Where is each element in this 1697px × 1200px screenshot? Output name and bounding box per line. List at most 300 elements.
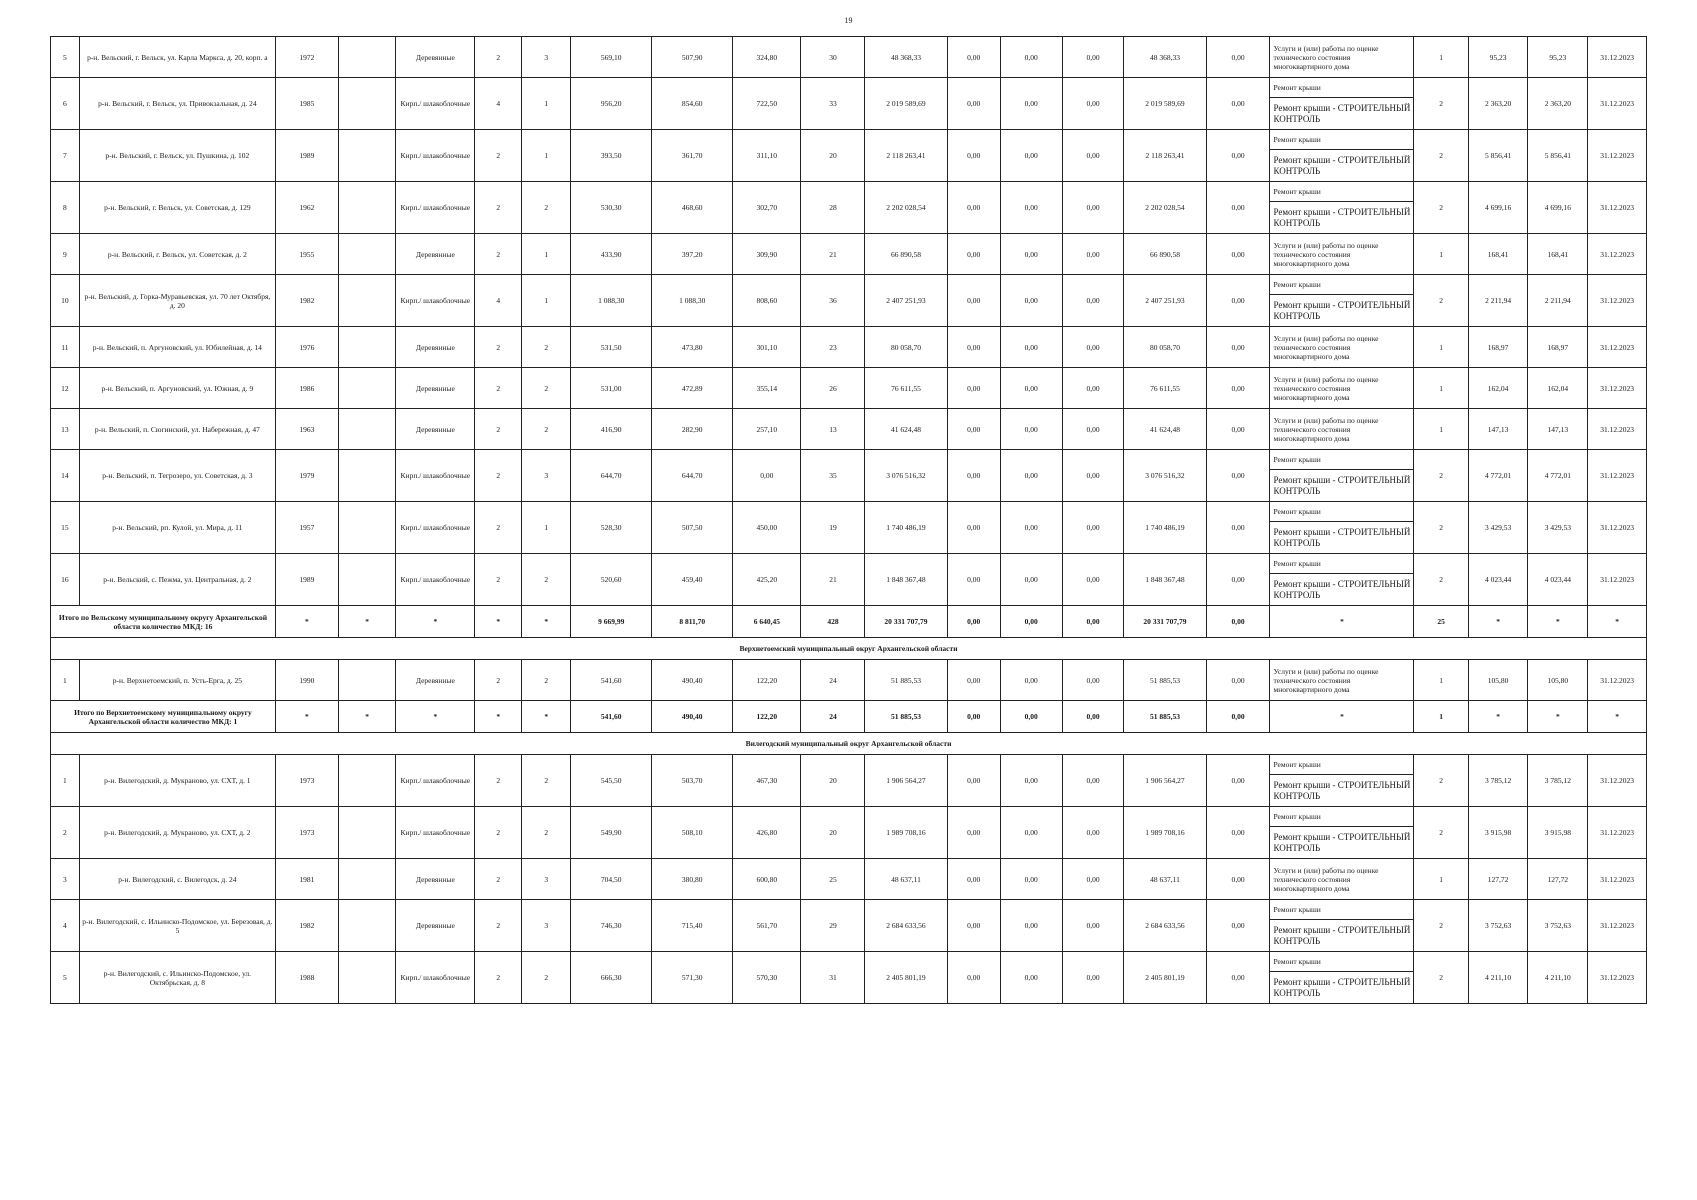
cell-year: 1972 xyxy=(275,37,338,78)
cell-f4: 0,00 xyxy=(1206,37,1270,78)
cell-a3: 561,70 xyxy=(733,900,801,952)
cell-f2: 0,00 xyxy=(1000,130,1062,182)
cell-own: 2 118 263,41 xyxy=(1124,130,1206,182)
cell-a2: 854,60 xyxy=(652,78,733,130)
cell-f3: 0,00 xyxy=(1062,755,1124,807)
cell-total: 2 019 589,69 xyxy=(865,78,947,130)
cell-own: 2 407 251,93 xyxy=(1124,275,1206,327)
cell-f3: 0,00 xyxy=(1062,859,1124,900)
cell-f2: 0,00 xyxy=(1000,755,1062,807)
cell-p1: 168,97 xyxy=(1468,327,1528,368)
cell-p1: 3 752,63 xyxy=(1468,900,1528,952)
cell-total: 51 885,53 xyxy=(865,660,947,701)
cell-own: 51 885,53 xyxy=(1124,660,1206,701)
cell-entr: 3 xyxy=(522,37,571,78)
address-cell: р-н. Вилегодский, д. Мукраново, ул. СХТ, д. 2 xyxy=(79,807,275,859)
total-p2: * xyxy=(1528,701,1588,733)
total-floors: * xyxy=(475,701,522,733)
work-type-cell: Услуги и (или) работы по оценке технического состояния многоквартирного дома xyxy=(1270,327,1414,368)
cell-total: 76 611,55 xyxy=(865,368,947,409)
work-type-cell: Ремонт крыши - СТРОИТЕЛЬНЫЙ КОНТРОЛЬ xyxy=(1270,775,1414,807)
cell-c3 xyxy=(338,900,396,952)
row-number: 10 xyxy=(51,275,80,327)
cell-entr: 2 xyxy=(522,755,571,807)
cell-f1: 0,00 xyxy=(947,78,1000,130)
cell-people: 20 xyxy=(801,755,865,807)
work-type-cell: Услуги и (или) работы по оценке технического состояния многоквартирного дома xyxy=(1270,37,1414,78)
cell-f1: 0,00 xyxy=(947,952,1000,1004)
cell-c3 xyxy=(338,234,396,275)
cell-p1: 95,23 xyxy=(1468,37,1528,78)
cell-wall: Кирп./ шлакоблочные xyxy=(396,952,475,1004)
cell-a3: 570,30 xyxy=(733,952,801,1004)
cell-people: 13 xyxy=(801,409,865,450)
cell-p2: 3 752,63 xyxy=(1528,900,1588,952)
cell-people: 31 xyxy=(801,952,865,1004)
cell-p1: 162,04 xyxy=(1468,368,1528,409)
cell-f1: 0,00 xyxy=(947,755,1000,807)
cell-c3 xyxy=(338,554,396,606)
row-number: 3 xyxy=(51,859,80,900)
cell-f3: 0,00 xyxy=(1062,182,1124,234)
work-type-cell: Ремонт крыши xyxy=(1270,952,1414,972)
cell-count: 2 xyxy=(1414,275,1468,327)
section-header-row xyxy=(51,733,1647,755)
cell-p1: 3 429,53 xyxy=(1468,502,1528,554)
cell-a2: 459,40 xyxy=(652,554,733,606)
table-row xyxy=(51,37,1647,78)
cell-f1: 0,00 xyxy=(947,450,1000,502)
cell-p1: 3 785,12 xyxy=(1468,755,1528,807)
cell-own: 76 611,55 xyxy=(1124,368,1206,409)
cell-people: 25 xyxy=(801,859,865,900)
cell-entr: 2 xyxy=(522,409,571,450)
cell-p2: 168,97 xyxy=(1528,327,1588,368)
cell-p1: 127,72 xyxy=(1468,859,1528,900)
cell-f2: 0,00 xyxy=(1000,368,1062,409)
cell-people: 19 xyxy=(801,502,865,554)
cell-entr: 3 xyxy=(522,450,571,502)
cell-floors: 2 xyxy=(475,130,522,182)
cell-date: 31.12.2023 xyxy=(1588,554,1647,606)
cell-p2: 162,04 xyxy=(1528,368,1588,409)
cell-people: 26 xyxy=(801,368,865,409)
cell-own: 2 405 801,19 xyxy=(1124,952,1206,1004)
table-body xyxy=(51,37,1647,1004)
row-number: 12 xyxy=(51,368,80,409)
total-label: Итого по Вельскому муниципальному округу Архангельской области количество МКД: 16 xyxy=(51,606,276,638)
cell-entr: 2 xyxy=(522,327,571,368)
cell-entr: 3 xyxy=(522,900,571,952)
total-a1: 9 669,99 xyxy=(571,606,652,638)
cell-count: 1 xyxy=(1414,37,1468,78)
cell-f2: 0,00 xyxy=(1000,37,1062,78)
work-type-cell: Услуги и (или) работы по оценке технического состояния многоквартирного дома xyxy=(1270,660,1414,701)
cell-entr: 1 xyxy=(522,130,571,182)
cell-year: 1989 xyxy=(275,130,338,182)
total-f2: 0,00 xyxy=(1000,701,1062,733)
cell-people: 30 xyxy=(801,37,865,78)
cell-a3: 257,10 xyxy=(733,409,801,450)
cell-floors: 2 xyxy=(475,755,522,807)
cell-count: 2 xyxy=(1414,952,1468,1004)
row-number: 4 xyxy=(51,900,80,952)
cell-a1: 433,90 xyxy=(571,234,652,275)
cell-f3: 0,00 xyxy=(1062,368,1124,409)
total-wall: * xyxy=(396,701,475,733)
cell-date: 31.12.2023 xyxy=(1588,37,1647,78)
total-row xyxy=(51,606,1647,638)
cell-c3 xyxy=(338,37,396,78)
cell-p2: 4 772,01 xyxy=(1528,450,1588,502)
cell-a1: 520,60 xyxy=(571,554,652,606)
cell-f1: 0,00 xyxy=(947,859,1000,900)
total-row xyxy=(51,701,1647,733)
total-a2: 490,40 xyxy=(652,701,733,733)
row-number: 5 xyxy=(51,952,80,1004)
cell-p1: 4 772,01 xyxy=(1468,450,1528,502)
cell-floors: 4 xyxy=(475,78,522,130)
cell-f4: 0,00 xyxy=(1206,660,1270,701)
cell-date: 31.12.2023 xyxy=(1588,130,1647,182)
cell-count: 1 xyxy=(1414,234,1468,275)
address-cell: р-н. Вилегодский, с. Вилегодск, д. 24 xyxy=(79,859,275,900)
cell-entr: 2 xyxy=(522,368,571,409)
cell-f4: 0,00 xyxy=(1206,234,1270,275)
cell-c3 xyxy=(338,78,396,130)
cell-date: 31.12.2023 xyxy=(1588,502,1647,554)
total-date: * xyxy=(1588,701,1647,733)
cell-a1: 545,50 xyxy=(571,755,652,807)
cell-a3: 122,20 xyxy=(733,660,801,701)
cell-a2: 508,10 xyxy=(652,807,733,859)
cell-wall: Деревянные xyxy=(396,409,475,450)
cell-p2: 4 211,10 xyxy=(1528,952,1588,1004)
cell-count: 1 xyxy=(1414,368,1468,409)
table-row xyxy=(51,182,1647,202)
cell-wall: Кирп./ шлакоблочные xyxy=(396,130,475,182)
table-row xyxy=(51,130,1647,150)
cell-wall: Кирп./ шлакоблочные xyxy=(396,807,475,859)
cell-a1: 956,20 xyxy=(571,78,652,130)
cell-f4: 0,00 xyxy=(1206,275,1270,327)
cell-entr: 1 xyxy=(522,78,571,130)
cell-f2: 0,00 xyxy=(1000,807,1062,859)
cell-year: 1979 xyxy=(275,450,338,502)
cell-a3: 302,70 xyxy=(733,182,801,234)
cell-a2: 282,90 xyxy=(652,409,733,450)
total-year: * xyxy=(275,606,338,638)
cell-p1: 168,41 xyxy=(1468,234,1528,275)
work-type-cell: Услуги и (или) работы по оценке технического состояния многоквартирного дома xyxy=(1270,368,1414,409)
table-row xyxy=(51,327,1647,368)
cell-a3: 600,80 xyxy=(733,859,801,900)
cell-c3 xyxy=(338,368,396,409)
cell-a2: 1 088,30 xyxy=(652,275,733,327)
cell-total: 2 202 028,54 xyxy=(865,182,947,234)
cell-c3 xyxy=(338,755,396,807)
cell-a3: 722,50 xyxy=(733,78,801,130)
total-c3: * xyxy=(338,701,396,733)
work-type-cell: Ремонт крыши - СТРОИТЕЛЬНЫЙ КОНТРОЛЬ xyxy=(1270,98,1414,130)
cell-wall: Кирп./ шлакоблочные xyxy=(396,502,475,554)
cell-p2: 3 429,53 xyxy=(1528,502,1588,554)
cell-p2: 105,80 xyxy=(1528,660,1588,701)
cell-own: 1 989 708,16 xyxy=(1124,807,1206,859)
cell-date: 31.12.2023 xyxy=(1588,755,1647,807)
total-count: 25 xyxy=(1414,606,1468,638)
cell-wall: Кирп./ шлакоблочные xyxy=(396,182,475,234)
cell-f1: 0,00 xyxy=(947,275,1000,327)
cell-own: 2 202 028,54 xyxy=(1124,182,1206,234)
cell-count: 1 xyxy=(1414,660,1468,701)
row-number: 14 xyxy=(51,450,80,502)
cell-a3: 324,80 xyxy=(733,37,801,78)
cell-f2: 0,00 xyxy=(1000,182,1062,234)
cell-p1: 4 023,44 xyxy=(1468,554,1528,606)
cell-wall: Деревянные xyxy=(396,859,475,900)
section-title: Верхнетоемский муниципальный округ Архангельской области xyxy=(51,638,1647,660)
cell-total: 2 118 263,41 xyxy=(865,130,947,182)
cell-p2: 2 211,94 xyxy=(1528,275,1588,327)
total-total: 51 885,53 xyxy=(865,701,947,733)
cell-year: 1988 xyxy=(275,952,338,1004)
cell-total: 2 407 251,93 xyxy=(865,275,947,327)
cell-year: 1963 xyxy=(275,409,338,450)
cell-date: 31.12.2023 xyxy=(1588,900,1647,952)
cell-count: 2 xyxy=(1414,130,1468,182)
cell-year: 1957 xyxy=(275,502,338,554)
cell-p2: 168,41 xyxy=(1528,234,1588,275)
cell-floors: 2 xyxy=(475,327,522,368)
work-type-cell: Ремонт крыши xyxy=(1270,755,1414,775)
cell-f2: 0,00 xyxy=(1000,450,1062,502)
cell-date: 31.12.2023 xyxy=(1588,327,1647,368)
cell-wall: Деревянные xyxy=(396,234,475,275)
cell-count: 2 xyxy=(1414,78,1468,130)
cell-c3 xyxy=(338,130,396,182)
cell-p1: 3 915,98 xyxy=(1468,807,1528,859)
cell-a3: 425,20 xyxy=(733,554,801,606)
work-type-cell: Ремонт крыши - СТРОИТЕЛЬНЫЙ КОНТРОЛЬ xyxy=(1270,470,1414,502)
table-row xyxy=(51,275,1647,295)
cell-own: 2 019 589,69 xyxy=(1124,78,1206,130)
cell-f1: 0,00 xyxy=(947,130,1000,182)
cell-f3: 0,00 xyxy=(1062,275,1124,327)
cell-a1: 531,00 xyxy=(571,368,652,409)
total-entr: * xyxy=(522,701,571,733)
cell-c3 xyxy=(338,450,396,502)
cell-total: 1 906 564,27 xyxy=(865,755,947,807)
cell-people: 20 xyxy=(801,130,865,182)
cell-a1: 704,50 xyxy=(571,859,652,900)
cell-f4: 0,00 xyxy=(1206,78,1270,130)
address-cell: р-н. Вельский, д. Горка-Муравьевская, ул. 70 лет Октября, д. 20 xyxy=(79,275,275,327)
table-row xyxy=(51,78,1647,98)
cell-p2: 127,72 xyxy=(1528,859,1588,900)
cell-p2: 3 915,98 xyxy=(1528,807,1588,859)
cell-f4: 0,00 xyxy=(1206,182,1270,234)
work-type-cell: Ремонт крыши - СТРОИТЕЛЬНЫЙ КОНТРОЛЬ xyxy=(1270,972,1414,1004)
table-row xyxy=(51,859,1647,900)
row-number: 7 xyxy=(51,130,80,182)
cell-c3 xyxy=(338,327,396,368)
total-a3: 6 640,45 xyxy=(733,606,801,638)
cell-f2: 0,00 xyxy=(1000,900,1062,952)
cell-floors: 2 xyxy=(475,182,522,234)
cell-year: 1973 xyxy=(275,807,338,859)
address-cell: р-н. Вельский, г. Вельск, ул. Карла Маркса, д. 20, корп. а xyxy=(79,37,275,78)
cell-people: 24 xyxy=(801,660,865,701)
cell-date: 31.12.2023 xyxy=(1588,952,1647,1004)
cell-f1: 0,00 xyxy=(947,327,1000,368)
cell-people: 28 xyxy=(801,182,865,234)
total-year: * xyxy=(275,701,338,733)
cell-f3: 0,00 xyxy=(1062,450,1124,502)
cell-c3 xyxy=(338,807,396,859)
table-row xyxy=(51,502,1647,522)
row-number: 16 xyxy=(51,554,80,606)
total-own: 20 331 707,79 xyxy=(1124,606,1206,638)
cell-a2: 503,70 xyxy=(652,755,733,807)
cell-entr: 1 xyxy=(522,502,571,554)
cell-entr: 2 xyxy=(522,554,571,606)
row-number: 1 xyxy=(51,755,80,807)
cell-f4: 0,00 xyxy=(1206,807,1270,859)
cell-a1: 666,30 xyxy=(571,952,652,1004)
cell-people: 20 xyxy=(801,807,865,859)
cell-p2: 3 785,12 xyxy=(1528,755,1588,807)
work-type-cell: Ремонт крыши xyxy=(1270,275,1414,295)
cell-own: 41 624,48 xyxy=(1124,409,1206,450)
cell-total: 3 076 516,32 xyxy=(865,450,947,502)
register-table xyxy=(50,36,1647,1004)
cell-f1: 0,00 xyxy=(947,900,1000,952)
cell-f4: 0,00 xyxy=(1206,130,1270,182)
row-number: 13 xyxy=(51,409,80,450)
table-row xyxy=(51,900,1647,920)
cell-f2: 0,00 xyxy=(1000,78,1062,130)
cell-total: 48 637,11 xyxy=(865,859,947,900)
cell-f4: 0,00 xyxy=(1206,859,1270,900)
cell-p1: 2 211,94 xyxy=(1468,275,1528,327)
cell-c3 xyxy=(338,660,396,701)
cell-own: 1 848 367,48 xyxy=(1124,554,1206,606)
cell-c3 xyxy=(338,502,396,554)
cell-p2: 5 856,41 xyxy=(1528,130,1588,182)
work-type-cell: Ремонт крыши - СТРОИТЕЛЬНЫЙ КОНТРОЛЬ xyxy=(1270,295,1414,327)
cell-entr: 1 xyxy=(522,234,571,275)
cell-a2: 644,70 xyxy=(652,450,733,502)
work-type-cell: Ремонт крыши xyxy=(1270,182,1414,202)
total-f1: 0,00 xyxy=(947,606,1000,638)
cell-entr: 2 xyxy=(522,807,571,859)
cell-p2: 2 363,20 xyxy=(1528,78,1588,130)
cell-wall: Деревянные xyxy=(396,327,475,368)
cell-f4: 0,00 xyxy=(1206,952,1270,1004)
cell-own: 3 076 516,32 xyxy=(1124,450,1206,502)
cell-f4: 0,00 xyxy=(1206,368,1270,409)
row-number: 9 xyxy=(51,234,80,275)
total-entr: * xyxy=(522,606,571,638)
work-type-cell: Ремонт крыши xyxy=(1270,450,1414,470)
work-type-cell: Услуги и (или) работы по оценке технического состояния многоквартирного дома xyxy=(1270,234,1414,275)
cell-a2: 472,89 xyxy=(652,368,733,409)
cell-total: 41 624,48 xyxy=(865,409,947,450)
cell-year: 1982 xyxy=(275,900,338,952)
work-type-cell: Ремонт крыши xyxy=(1270,554,1414,574)
cell-f2: 0,00 xyxy=(1000,554,1062,606)
work-type-cell: Услуги и (или) работы по оценке технического состояния многоквартирного дома xyxy=(1270,409,1414,450)
cell-p1: 147,13 xyxy=(1468,409,1528,450)
address-cell: р-н. Вельский, с. Пежма, ул. Центральная, д. 2 xyxy=(79,554,275,606)
cell-f1: 0,00 xyxy=(947,807,1000,859)
cell-people: 35 xyxy=(801,450,865,502)
cell-own: 2 684 633,56 xyxy=(1124,900,1206,952)
cell-f1: 0,00 xyxy=(947,502,1000,554)
work-type-cell: Ремонт крыши - СТРОИТЕЛЬНЫЙ КОНТРОЛЬ xyxy=(1270,522,1414,554)
cell-a3: 301,10 xyxy=(733,327,801,368)
cell-f1: 0,00 xyxy=(947,37,1000,78)
cell-a1: 531,50 xyxy=(571,327,652,368)
cell-c3 xyxy=(338,409,396,450)
cell-date: 31.12.2023 xyxy=(1588,450,1647,502)
cell-year: 1985 xyxy=(275,78,338,130)
table-row xyxy=(51,554,1647,574)
cell-p1: 5 856,41 xyxy=(1468,130,1528,182)
work-type-cell: Ремонт крыши xyxy=(1270,130,1414,150)
page-number: 19 xyxy=(844,16,853,25)
cell-a1: 530,30 xyxy=(571,182,652,234)
table-row xyxy=(51,234,1647,275)
total-f2: 0,00 xyxy=(1000,606,1062,638)
cell-floors: 2 xyxy=(475,234,522,275)
cell-total: 66 890,58 xyxy=(865,234,947,275)
cell-date: 31.12.2023 xyxy=(1588,409,1647,450)
work-type-cell: Ремонт крыши - СТРОИТЕЛЬНЫЙ КОНТРОЛЬ xyxy=(1270,920,1414,952)
cell-f2: 0,00 xyxy=(1000,502,1062,554)
cell-p2: 4 023,44 xyxy=(1528,554,1588,606)
cell-a2: 380,80 xyxy=(652,859,733,900)
cell-wall: Деревянные xyxy=(396,37,475,78)
cell-f3: 0,00 xyxy=(1062,900,1124,952)
cell-year: 1981 xyxy=(275,859,338,900)
address-cell: р-н. Вельский, п. Тегрозеро, ул. Советская, д. 3 xyxy=(79,450,275,502)
total-c3: * xyxy=(338,606,396,638)
cell-own: 48 368,33 xyxy=(1124,37,1206,78)
cell-total: 1 848 367,48 xyxy=(865,554,947,606)
cell-date: 31.12.2023 xyxy=(1588,78,1647,130)
cell-p1: 4 699,16 xyxy=(1468,182,1528,234)
work-type-cell: Ремонт крыши - СТРОИТЕЛЬНЫЙ КОНТРОЛЬ xyxy=(1270,202,1414,234)
cell-count: 1 xyxy=(1414,327,1468,368)
cell-a1: 569,10 xyxy=(571,37,652,78)
address-cell: р-н. Вельский, г. Вельск, ул. Советская, д. 2 xyxy=(79,234,275,275)
total-a1: 541,60 xyxy=(571,701,652,733)
cell-a1: 393,50 xyxy=(571,130,652,182)
cell-p2: 95,23 xyxy=(1528,37,1588,78)
row-number: 8 xyxy=(51,182,80,234)
cell-count: 2 xyxy=(1414,554,1468,606)
total-f1: 0,00 xyxy=(947,701,1000,733)
total-floors: * xyxy=(475,606,522,638)
total-own: 51 885,53 xyxy=(1124,701,1206,733)
cell-f3: 0,00 xyxy=(1062,327,1124,368)
work-type-cell: Ремонт крыши - СТРОИТЕЛЬНЫЙ КОНТРОЛЬ xyxy=(1270,574,1414,606)
cell-wall: Кирп./ шлакоблочные xyxy=(396,78,475,130)
cell-a2: 715,40 xyxy=(652,900,733,952)
address-cell: р-н. Вельский, п. Аргуновский, ул. Юбилейная, д. 14 xyxy=(79,327,275,368)
